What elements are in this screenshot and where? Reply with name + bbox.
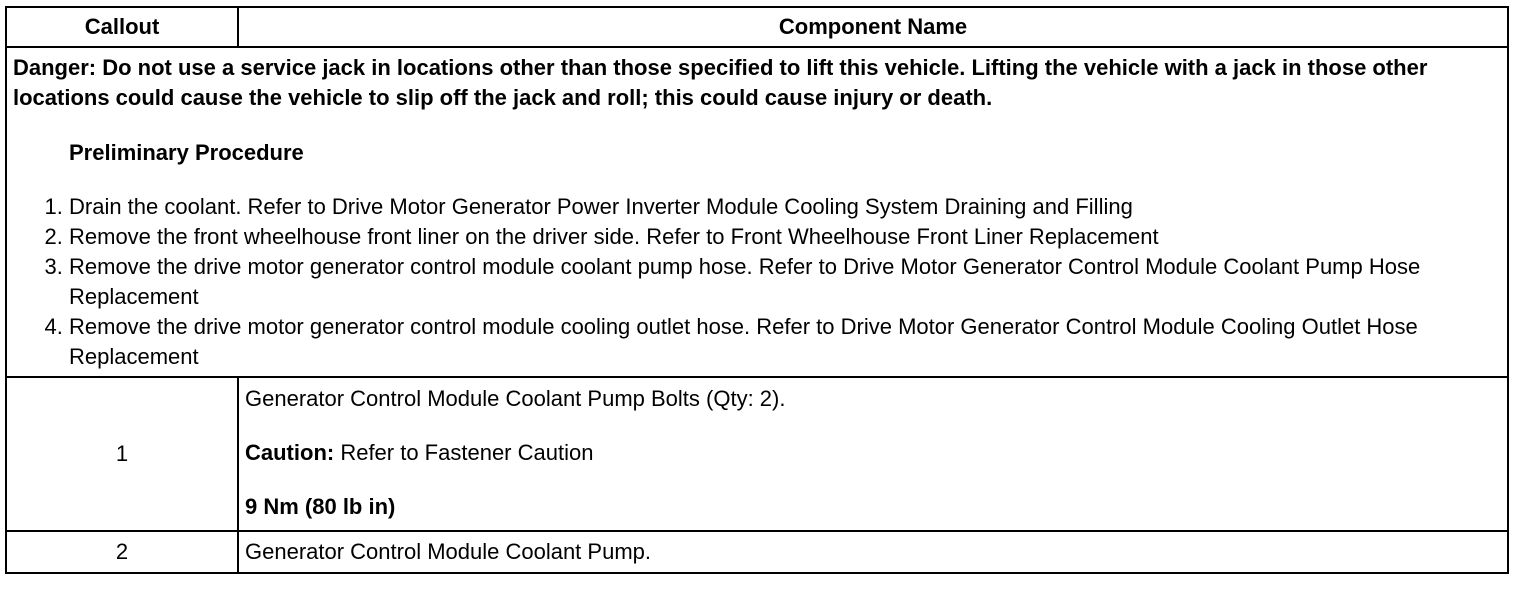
preliminary-procedure-title: Preliminary Procedure — [69, 140, 304, 165]
callout-cell: 2 — [6, 531, 238, 573]
component-cell — [238, 377, 1508, 531]
preliminary-step: 1. Drain the coolant. Refer to Drive Motor Generator Power Inverter Module Cooling System Draining and Filling — [69, 192, 1501, 222]
component-name: Generator Control Module Coolant Pump Bolts (Qty: 2). — [245, 386, 786, 411]
component-name: Generator Control Module Coolant Pump. — [245, 539, 651, 564]
header-row — [6, 7, 1508, 47]
torque-spec: 9 Nm (80 lb in) — [245, 494, 396, 519]
component-cell — [238, 531, 1508, 573]
callout-cell: 1 — [6, 377, 238, 531]
preliminary-steps-list — [13, 192, 1501, 372]
header-callout: Callout — [6, 7, 238, 47]
caution-label: Caution: — [245, 440, 335, 465]
header-component-name: Component Name — [238, 7, 1508, 47]
notes-row — [6, 47, 1508, 377]
table-row — [6, 531, 1508, 573]
preliminary-step: 3. Remove the drive motor generator control module coolant pump hose. Refer to Drive Motor Generator Control Module Coolant Pump Hose Replacement — [69, 252, 1501, 312]
preliminary-step: 4. Remove the drive motor generator control module cooling outlet hose. Refer to Drive Motor Generator Control Module Cooling Outlet Hose Replacement — [69, 312, 1501, 372]
table-row — [6, 377, 1508, 531]
component-table — [5, 6, 1509, 574]
preliminary-step: 2. Remove the front wheelhouse front liner on the driver side. Refer to Front Wheelhouse Front Liner Replacement — [69, 222, 1501, 252]
caution-text: Refer to Fastener Caution — [334, 440, 594, 465]
caution-line — [245, 438, 1501, 468]
notes-cell — [6, 47, 1508, 377]
procedure-document — [5, 6, 1507, 574]
danger-notice: Danger: Do not use a service jack in locations other than those specified to lift this vehicle. Lifting the vehicle with a jack in those other locations could cause the vehicle to slip off the jack and roll; this could cause injury or death. — [13, 55, 1428, 110]
